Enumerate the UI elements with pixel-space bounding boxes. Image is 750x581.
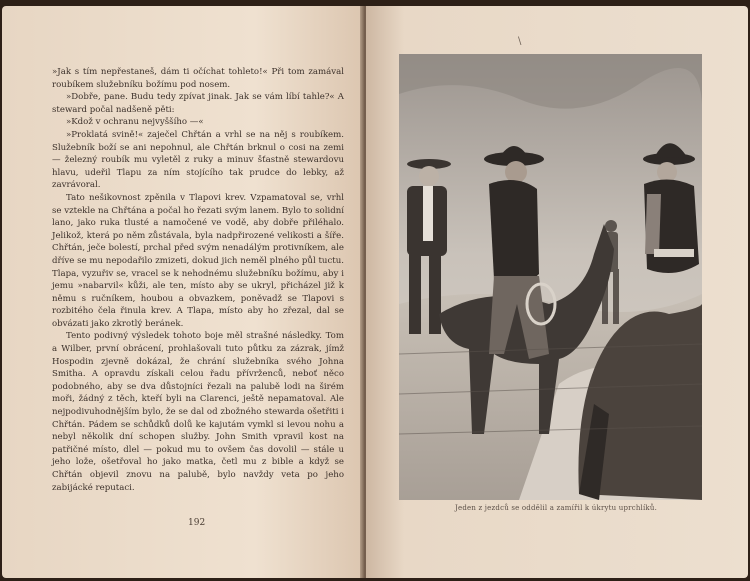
page-number: 192 (188, 518, 206, 528)
paragraph: Tento podivný výsledek tohoto boje měl strašné následky. Tom a Wilber, první obrácení, prohlašovali tuto půtku za zázrak, jímž Hospodin zjevně dokázal, že chrání služebníka svého Johna Smitha. A opravdu získali celou řadu přívrženců, neboť něco podobného, aby se dva důstojníci řezali na palubě lodi na širém moři, žádný z těch, kteří byli na Clarenci, ještě nepamatoval. Ale nejpodivuhodnějším bylo, že se dal od zbožného stewarda ošetřiti i Chřtán. Pádem se schůdků dolů ke kajutám vymkl si levou nohu a nebyl několik dní schopen služby. John Smith vpravil kost na patřičné místo, dlel — pokud mu to ovšem čas dovolil — stále u jeho lože, ošetřoval ho jako matka, četl mu z bible a když se Chřtán objevil znovu na palubě, bylo navždy veta po jeho zabijácké reputaci. (52, 331, 344, 493)
paragraph: »Proklatá svině!« zaječel Chřtán a vrhl se na něj s roubíkem. Služebník boží se ani nepohnul, ale Chřtán brknul o cosi na zemi — železný roubík mu vyletěl z ruky a minuv šťastně stewardovu hlavu, udeřil Tlapu za ním stojícího tak prudce do lebky, až zavrávoral. (52, 129, 344, 191)
paragraph: Tato nešikovnost zpěnila v Tlapovi krev. Vzpamatoval se, vrhl se vztekle na Chřtána a počal ho řezati svým lanem. Bylo to solidní lano, jako ruka tlusté a namočené ve vodě, aby dobře přiléhalo. Jelikož, která po něm zůstávala, byla nadpřirozené velikosti a šíře. Chřtán, ječe bolestí, prchal před svým nenadálým protivníkem, ale dříve se mu nepodařilo zmizeti, dokud jich neměl plného půl tuctu. Tlapa, vyzuřiv se, vracel se k nehodnému služebníku božímu, aby i jemu »nabarvil« kůži, ale ten, místo aby se ukryl, přicházel již k němu s ručníkem, houbou a obvazkem, poněvadž se Tlapovi s rozbitého čela řinula krev. A Tlapa, místo aby ho zřezal, dal se obvázati jako zkrotlý beránek. (52, 192, 344, 329)
left-page (2, 6, 364, 578)
right-page (366, 6, 748, 578)
illustration-plate (399, 54, 702, 500)
paragraph: »Dobře, pane. Budu tedy zpívat jinak. Jak se vám líbí tahle?« A steward počal nadšeně pěti: (52, 92, 344, 115)
print-mark: \ (518, 36, 522, 47)
illustration-caption: Jeden z jezdců se oddělil a zamířil k úkrytu uprchlíků. (454, 504, 658, 512)
cowboys-on-horseback-illustration (399, 54, 702, 500)
body-text (52, 66, 344, 494)
paragraph: »Jak s tím nepřestaneš, dám ti očíchat tohleto!« Při tom zamával roubíkem služebníku božímu pod nosem. (52, 67, 344, 90)
paragraph: »Kdož v ochranu nejvyššího —« (66, 117, 204, 128)
